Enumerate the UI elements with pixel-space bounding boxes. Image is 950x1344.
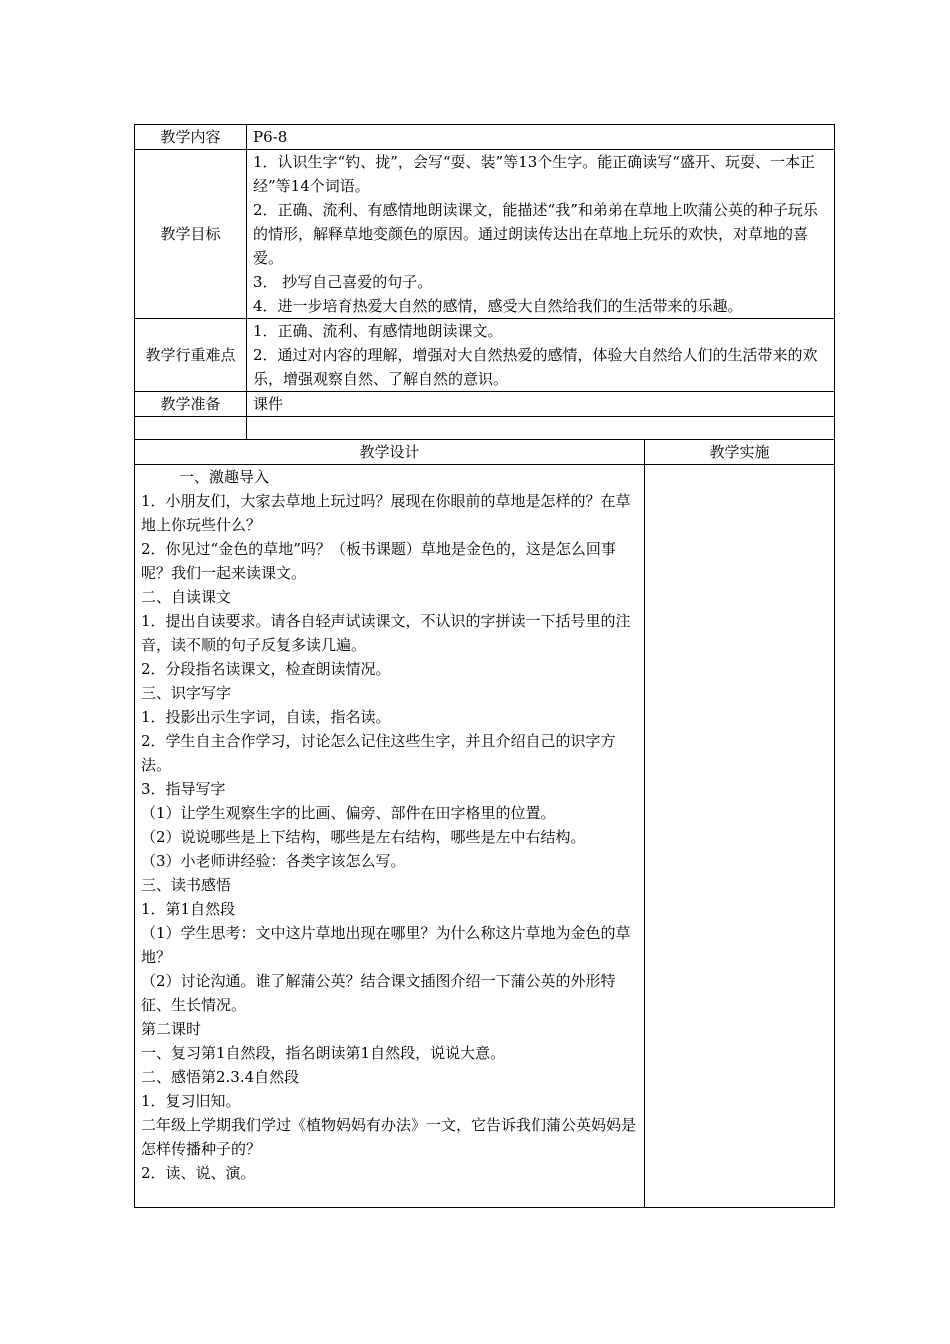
design-line: 二年级上学期我们学过《植物妈妈有办法》一文，它告诉我们蒲公英妈妈是怎样传播种子的？ <box>141 1116 637 1158</box>
goals-content <box>247 150 835 319</box>
design-content <box>135 465 645 1208</box>
key-point-item: 2．通过对内容的理解，增强对大自然热爱的感情，体验大自然给人们的生活带来的欢乐，增强观察自然、了解自然的意识。 <box>253 346 818 388</box>
design-header: 教学设计 <box>135 440 645 465</box>
section-heading: 三、识字写字 <box>141 684 232 702</box>
section-heading: 二、自读课文 <box>141 588 232 606</box>
design-line: 一、复习第1自然段，指名朗读第1自然段，说说大意。 <box>141 1044 506 1062</box>
goals-row <box>135 150 835 319</box>
design-line: （1）让学生观察生字的比画、偏旁、部件在田字格里的位置。 <box>141 804 556 822</box>
design-body-row <box>135 465 835 1208</box>
preparation-row <box>135 392 835 417</box>
key-points-content <box>247 319 835 392</box>
design-line: 1．投影出示生字词，自读，指名读。 <box>141 708 391 726</box>
design-line: 2．读、说、演。 <box>141 1164 256 1182</box>
design-line: 2．学生自主合作学习，讨论怎么记住这些生字，并且介绍自己的识字方法。 <box>141 732 616 774</box>
content-row <box>135 125 835 150</box>
design-line: 1．第1自然段 <box>141 900 236 918</box>
design-line: 1．提出自读要求。请各自轻声试读课文，不认识的字拼读一下括号里的注音，读不顺的句子反复多读几遍。 <box>141 612 631 654</box>
key-points-label: 教学行重难点 <box>135 319 247 392</box>
design-line: （2）讨论沟通。谁了解蒲公英？结合课文插图介绍一下蒲公英的外形特征、生长情况。 <box>141 972 616 1014</box>
design-line: （2）说说哪些是上下结构，哪些是左右结构，哪些是左中右结构。 <box>141 828 586 846</box>
empty-cell <box>247 417 835 440</box>
design-line: 2．你见过“金色的草地”吗？（板书课题）草地是金色的，这是怎么回事呢？我们一起来读课文。 <box>141 540 616 582</box>
content-value: P6-8 <box>247 125 835 150</box>
preparation-label: 教学准备 <box>135 392 247 417</box>
implementation-content <box>645 465 835 1208</box>
design-header-row <box>135 440 835 465</box>
section-heading: 第二课时 <box>141 1020 202 1038</box>
implementation-header: 教学实施 <box>645 440 835 465</box>
key-point-item: 1．正确、流利、有感情地朗读课文。 <box>253 322 503 340</box>
design-line: 1．小朋友们，大家去草地上玩过吗？展现在你眼前的草地是怎样的？在草地上你玩些什么？ <box>141 492 631 534</box>
goal-item: 1．认识生字“钓、拢”，会写“耍、装”等13个生字。能正确读写“盛开、玩耍、一本正经”等14个词语。 <box>253 153 815 195</box>
empty-row <box>135 417 835 440</box>
lesson-plan-table <box>134 124 835 1208</box>
preparation-value: 课件 <box>247 392 835 417</box>
design-line: 2．分段指名读课文，检查朗读情况。 <box>141 660 391 678</box>
section-heading: 三、读书感悟 <box>141 876 232 894</box>
design-line: 3．指导写字 <box>141 780 226 798</box>
section-heading: 一、激趣导入 <box>179 468 270 486</box>
design-line: 1．复习旧知。 <box>141 1092 241 1110</box>
goal-item: 4．进一步培育热爱大自然的感情，感受大自然给我们的生活带来的乐趣。 <box>253 297 743 315</box>
content-label: 教学内容 <box>135 125 247 150</box>
goals-label: 教学目标 <box>135 150 247 319</box>
section-heading: 二、感悟第2.3.4自然段 <box>141 1068 300 1086</box>
goal-item: 3． 抄写自己喜爱的句子。 <box>253 273 433 291</box>
design-line: （3）小老师讲经验：各类字该怎么写。 <box>141 852 406 870</box>
design-line: （1）学生思考：文中这片草地出现在哪里？为什么称这片草地为金色的草地？ <box>141 924 631 966</box>
empty-cell <box>135 417 247 440</box>
key-points-row <box>135 319 835 392</box>
goal-item: 2．正确、流利、有感情地朗读课文，能描述“我”和弟弟在草地上吹蒲公英的种子玩乐的情形，解释草地变颜色的原因。通过朗读传达出在草地上玩乐的欢快，对草地的喜爱。 <box>253 201 818 267</box>
